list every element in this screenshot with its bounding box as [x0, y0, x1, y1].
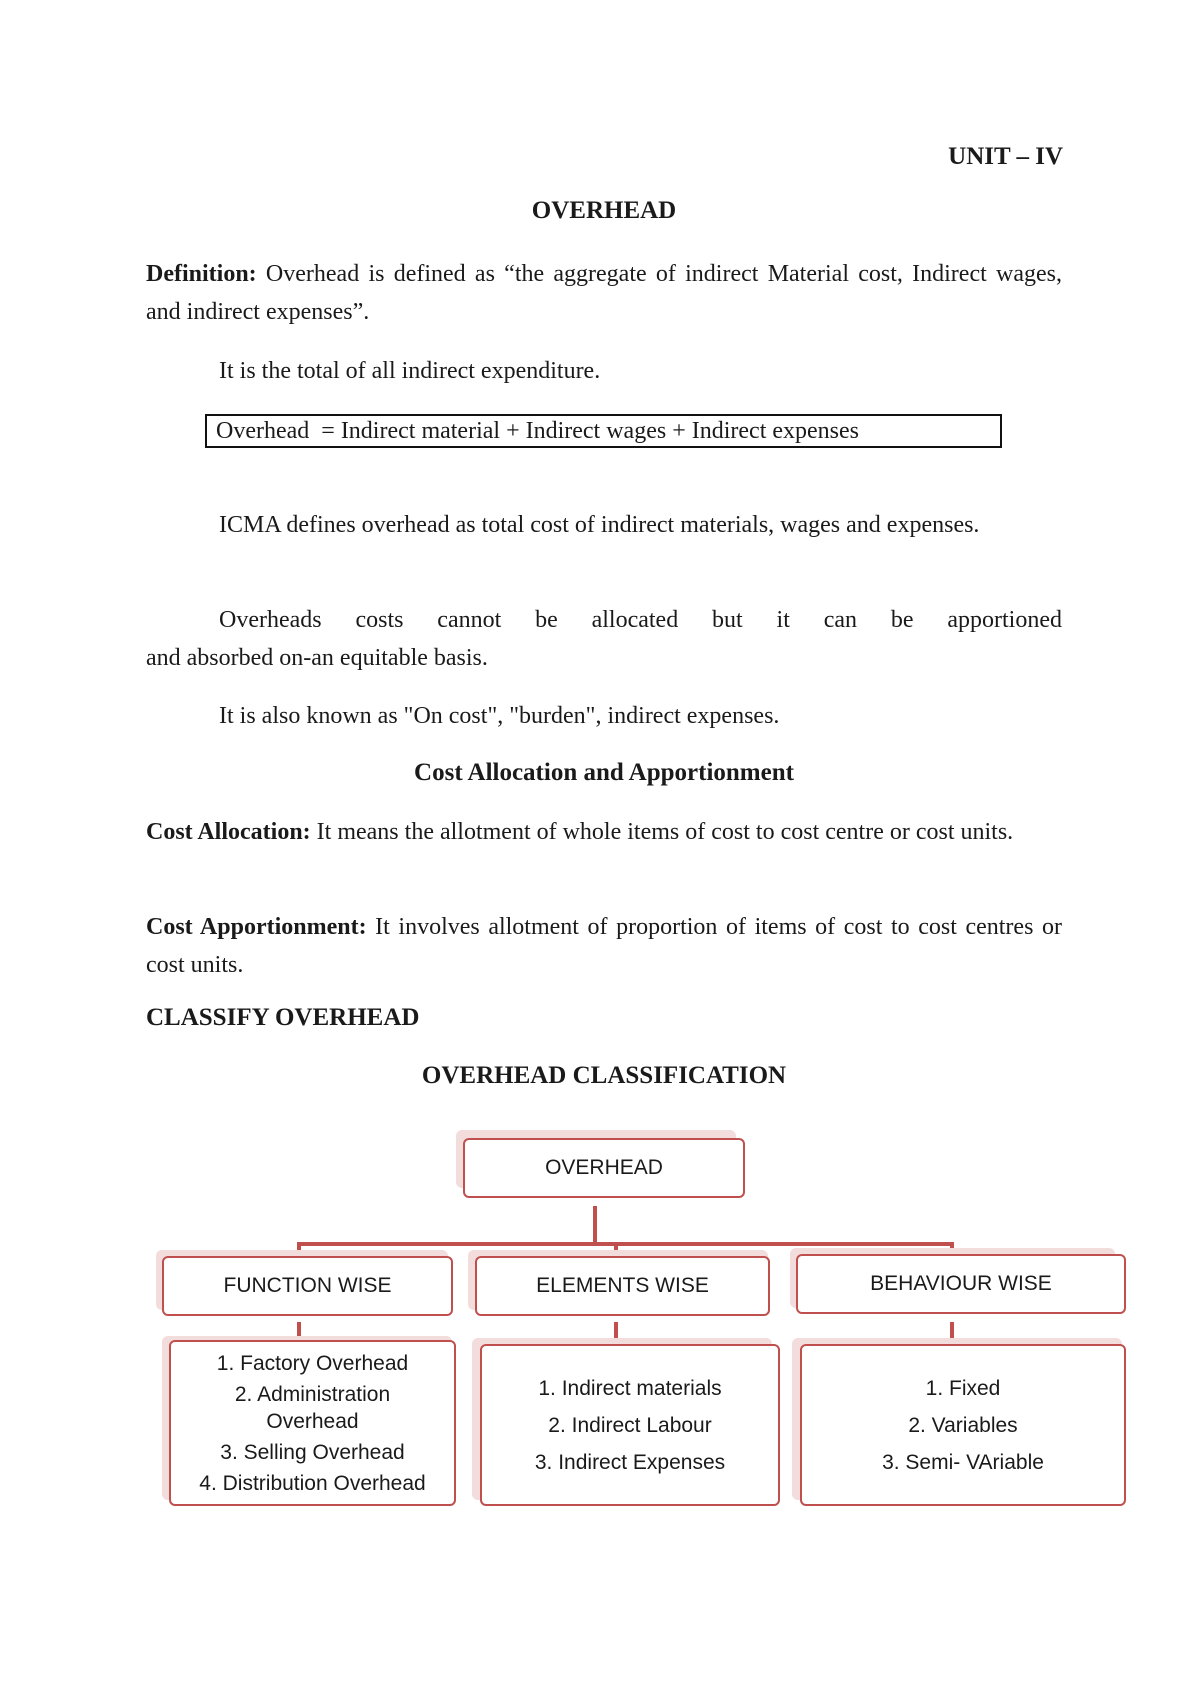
root-connector — [593, 1206, 597, 1246]
root-box — [463, 1138, 745, 1198]
list-item: 3. Indirect Expenses — [534, 1450, 726, 1474]
icma-paragraph: ICMA defines overhead as total cost of indirect materials, wages and expenses. — [219, 512, 980, 538]
list-item: 1. Indirect materials — [538, 1376, 722, 1400]
list-item: 1. Fixed — [925, 1376, 1001, 1400]
also-known-line: It is also known as "On cost", "burden", indirect expenses. — [219, 703, 780, 729]
root-label: OVERHEAD — [545, 1156, 663, 1179]
cost-apportionment-paragraph — [146, 908, 1062, 984]
behaviour-list-box — [800, 1344, 1126, 1506]
list-item: 3. Semi- VAriable — [882, 1450, 1044, 1474]
list-item: 1. Factory Overhead — [216, 1351, 409, 1375]
definition-label: Definition: — [146, 261, 257, 287]
list-item: 2. Variables — [908, 1413, 1018, 1437]
behaviour-wise-box — [796, 1254, 1126, 1314]
apportion-line-2: and absorbed on-an equitable basis. — [146, 645, 488, 671]
list-item: 2. Indirect Labour — [548, 1413, 712, 1437]
section-title: Cost Allocation and Apportionment — [414, 759, 794, 786]
cost-apportionment-text: It involves allotment of proportion of items of cost to cost centres or cost units. — [146, 914, 1062, 978]
cost-allocation-paragraph — [146, 813, 1062, 851]
classification-title: OVERHEAD CLASSIFICATION — [421, 1062, 787, 1089]
function-wise-box — [162, 1256, 453, 1316]
function-list-box — [169, 1340, 456, 1506]
formula-box: Overhead = Indirect material + Indirect wages + Indirect expenses — [205, 414, 1002, 448]
function-wise-label: FUNCTION WISE — [223, 1274, 392, 1297]
cost-allocation-text: It means the allotment of whole items of cost to cost centre or cost units. — [310, 819, 1014, 845]
elements-wise-box — [475, 1256, 770, 1316]
list-item: 3. Selling Overhead — [220, 1440, 405, 1464]
classify-heading: CLASSIFY OVERHEAD — [146, 1004, 420, 1031]
elements-wise-label: ELEMENTS WISE — [536, 1274, 709, 1297]
elements-list-box — [480, 1344, 780, 1506]
total-line: It is the total of all indirect expenditure. — [219, 358, 601, 384]
list-item: 2. Administration Overhead — [234, 1382, 391, 1433]
cost-allocation-label: Cost Allocation: — [146, 819, 311, 845]
list-item: 4. Distribution Overhead — [199, 1471, 426, 1495]
page-title: OVERHEAD — [531, 197, 677, 224]
behaviour-wise-label: BEHAVIOUR WISE — [870, 1272, 1052, 1295]
definition-paragraph — [146, 255, 1062, 331]
definition-text: Overhead is defined as “the aggregate of indirect Material cost, Indirect wages, and indirect expenses”. — [146, 261, 1062, 325]
horizontal-connector — [297, 1242, 954, 1246]
apportion-line-1: Overheads costs cannot be allocated but it can be apportioned — [219, 607, 1062, 633]
unit-label: UNIT – IV — [948, 143, 1063, 170]
cost-apportionment-label: Cost Apportionment: — [146, 914, 367, 940]
